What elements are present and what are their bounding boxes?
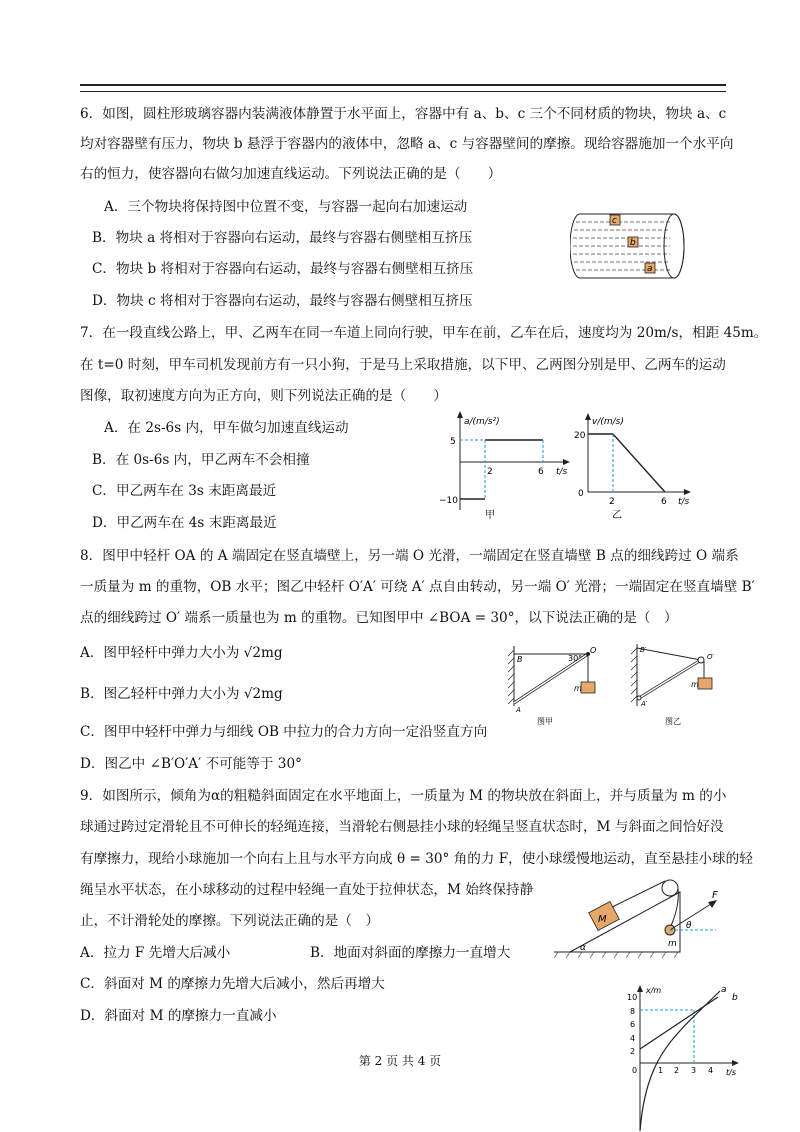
xt-label-a: a	[721, 985, 727, 995]
pulley	[662, 880, 678, 896]
q8-option-d: D．图乙中 ∠B′O′A′ 不可能等于 30°	[80, 756, 302, 772]
label-b-prime: B′	[640, 646, 647, 654]
label-o-prime: O′	[707, 653, 715, 661]
string-ob-prime	[637, 648, 701, 660]
jia-xtick-2: 2	[487, 467, 493, 477]
q6-line-3: 右的恒力，使容器向右做匀加速直线运动。下列说法正确的是（ ）	[80, 166, 502, 182]
label-o: O	[590, 646, 597, 655]
yi-xtick-6: 6	[661, 497, 667, 507]
xt-xtick-1: 1	[658, 1066, 664, 1075]
xt-ytick-6: 6	[630, 1020, 636, 1029]
xt-xlabel: t/s	[726, 1068, 736, 1077]
xt-xtick-0: 0	[632, 1066, 638, 1075]
caption-jia: 图甲	[537, 717, 553, 726]
header-rule-thick	[80, 84, 726, 86]
label-a: a	[647, 264, 653, 274]
yi-ylabel: v/(m/s)	[592, 417, 624, 427]
yi-xlabel: t/s	[678, 497, 690, 507]
page-footer: 第 2 页 共 4 页	[358, 1054, 442, 1068]
yi-xtick-2: 2	[609, 497, 615, 507]
label-m-prime: m	[691, 680, 699, 689]
q9-line-5: 止，不计滑轮处的摩擦。下列说法正确的是（ ）	[80, 913, 380, 929]
label-M: M	[598, 914, 607, 925]
label-m: m	[574, 684, 582, 693]
caption-yi: 图乙	[665, 717, 681, 726]
q9-option-c: C．斜面对 M 的摩擦力先增大后减小，然后再增大	[80, 976, 385, 992]
xt-ytick-4: 4	[630, 1034, 636, 1043]
label-m: m	[668, 939, 677, 949]
q9-option-b: B．地面对斜面的摩擦力一直增大	[310, 945, 511, 961]
weight-m-prime	[698, 678, 712, 689]
yi-caption: 乙	[612, 510, 622, 521]
q8-figure-jia	[502, 640, 612, 732]
q9-line-3: 有摩擦力，现给小球施加一个向右上且与水平方向成 θ = 30° 角的力 F，使小球缓慢地运动，直至悬挂小球的轻	[80, 851, 753, 867]
yi-ytick-20: 20	[574, 431, 586, 441]
q6-option-a: A．三个物块将保持图中位置不变，与容器一起向右加速运动	[104, 199, 468, 215]
q8-line-1: 8．图甲中轻杆 OA 的 A 端固定在竖直墙壁上，另一端 O 光滑，一端固定在竖直墙壁 B 点的细线跨过 O 端系	[80, 548, 739, 564]
q7-option-b: B．在 0s-6s 内，甲乙两车不会相撞	[92, 452, 310, 468]
xt-label-b: b	[732, 993, 738, 1003]
q9-incline-figure	[548, 868, 738, 963]
q6-line-2: 均对容器壁有压力，物块 b 悬浮于容器内的液体中，忽略 a、c 与容器壁间的摩擦。现给容器施加一个水平向	[80, 136, 734, 152]
q6-cylinder-figure	[570, 208, 695, 280]
q6-option-b: B．物块 a 将相对于容器向右运动，最终与容器右侧壁相互挤压	[92, 230, 473, 246]
xt-ytick-10: 10	[627, 993, 638, 1002]
force-F	[670, 902, 714, 930]
xt-xtick-2: 2	[674, 1066, 680, 1075]
header-rule-thin	[80, 91, 726, 92]
label-a-prime: A′	[641, 700, 648, 708]
xt-xtick-3: 3	[691, 1066, 697, 1075]
q8-option-c: C．图甲中轻杆中弹力与细线 OB 中拉力的合力方向一定沿竖直方向	[80, 724, 488, 740]
jia-caption: 甲	[485, 510, 495, 521]
jia-xlabel: t/s	[556, 467, 568, 477]
q7-graph-yi	[570, 412, 700, 522]
q7-line-2: 在 t=0 时刻，甲车司机发现前方有一只小狗，于是马上采取措施，以下甲、乙两图分别是甲、乙两车的运动	[80, 357, 726, 373]
q8-option-b: B．图乙轻杆中弹力大小为 √2mg	[80, 686, 283, 702]
q9-option-d: D．斜面对 M 的摩擦力一直减小	[80, 1008, 277, 1024]
q6-line-1: 6．如图，圆柱形玻璃容器内装满液体静置于水平面上，容器中有 a、b、c 三个不同材质的物块，物块 a、c	[80, 106, 727, 122]
q8-option-a: A．图甲轻杆中弹力大小为 √2mg	[80, 645, 283, 661]
yi-zero: 0	[578, 489, 584, 499]
jia-ytick-neg10: −10	[439, 496, 458, 506]
label-c: c	[612, 216, 617, 226]
rod-oa-prime	[639, 660, 701, 698]
q7-line-3: 图像，取初速度方向为正方向，则下列说法正确的是（ ）	[80, 388, 448, 404]
q7-option-a: A．在 2s-6s 内，甲车做匀加速直线运动	[104, 420, 349, 436]
xt-ylabel: x/m	[646, 986, 662, 995]
q8-line-2: 一质量为 m 的重物，OB 水平；图乙中轻杆 O′A′ 可绕 A′ 点自由转动，另一端 O′ 光滑；一端固定在竖直墙壁 B′	[80, 579, 755, 595]
q7-graph-jia	[435, 410, 575, 522]
angle-label: 30°	[568, 654, 583, 663]
weight-m	[581, 682, 595, 693]
label-alpha: α	[580, 943, 586, 953]
jia-xtick-6: 6	[538, 467, 544, 477]
q9-option-a: A．拉力 F 先增大后减小	[80, 945, 231, 961]
label-a: A	[516, 706, 521, 714]
q6-option-d: D．物块 c 将相对于容器向右运动，最终与容器右侧壁相互挤压	[92, 293, 473, 309]
q9-line-1: 9．如图所示，倾角为α的粗糙斜面固定在水平地面上，一质量为 M 的物块放在斜面上，并与质量为 m 的小	[80, 788, 727, 804]
jia-ylabel: a/(m/s²)	[464, 417, 500, 427]
q9-line-4: 绳呈水平状态，在小球移动的过程中轻绳一直处于拉伸状态，M 始终保持静	[80, 882, 534, 898]
jia-ytick-5: 5	[450, 437, 456, 447]
q8-figure-yi	[625, 640, 725, 732]
q8-line-3: 点的细线跨过 O′ 端系一质量也为 m 的重物。已知图甲中 ∠BOA = 30°，以下说法正确的是（ ）	[80, 610, 678, 626]
label-F: F	[712, 890, 718, 901]
yi-decel-line	[613, 434, 665, 492]
q7-option-d: D．甲乙两车在 4s 末距离最近	[92, 515, 277, 531]
q9-line-2: 球通过跨过定滑轮且不可伸长的轻绳连接，当滑轮右侧悬挂小球的轻绳呈竖直状态时，M 与斜面之间恰好没	[80, 819, 724, 835]
q7-line-1: 7．在一段直线公路上，甲、乙两车在同一车道上同向行驶，甲车在前，乙车在后，速度均为 20m/s，相距 45m。	[80, 325, 768, 341]
label-theta: θ	[686, 921, 692, 931]
q7-option-c: C．甲乙两车在 3s 末距离最近	[92, 483, 277, 499]
q6-option-c: C．物块 b 将相对于容器向右运动，最终与容器右侧壁相互挤压	[92, 261, 474, 277]
xt-ytick-8: 8	[630, 1007, 636, 1016]
xt-xtick-4: 4	[708, 1066, 714, 1075]
xt-ytick-2: 2	[630, 1047, 636, 1056]
label-b: B	[517, 655, 523, 664]
label-b: b	[630, 238, 636, 248]
